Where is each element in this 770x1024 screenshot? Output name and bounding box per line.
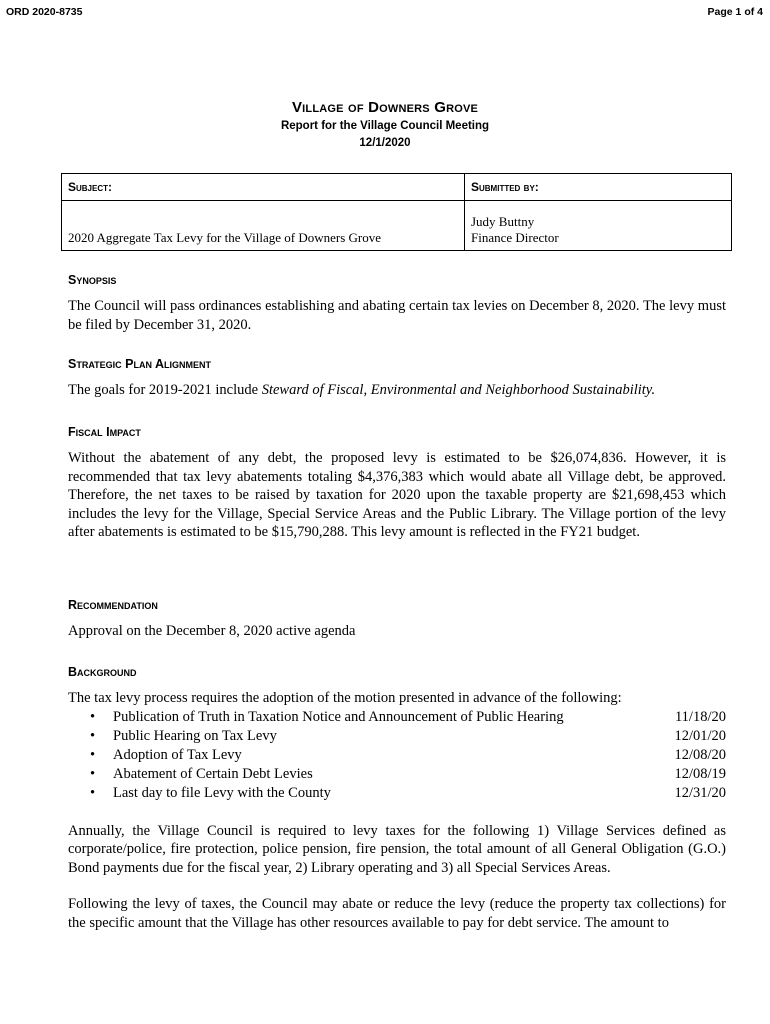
bullet-icon: •: [89, 708, 96, 725]
subject-table: [61, 173, 732, 251]
fiscal-impact-section: [68, 425, 726, 542]
subject-table-header-row: [62, 174, 732, 201]
strategic-plan-heading: Strategic Plan Alignment: [68, 357, 212, 371]
list-item-date: 11/18/20: [674, 708, 726, 725]
bullet-icon: •: [89, 784, 96, 801]
synopsis-text: The Council will pass ordinances establishing and abating certain tax levies on December 8, 2020. The levy must be filed by December 31, 2020.: [68, 298, 726, 333]
list-item-date: 12/08/20: [674, 746, 726, 763]
bullet-icon: •: [89, 746, 96, 763]
subject-label: Subject:: [62, 174, 465, 201]
list-item-date: 12/08/19: [674, 765, 726, 782]
subject-value: 2020 Aggregate Tax Levy for the Village of Downers Grove: [62, 201, 465, 251]
fiscal-impact-text: Without the abatement of any debt, the proposed levy is estimated to be $26,074,836. However, it is recommended that tax levy abatements totaling $4,376,383 which would abate all Village debt, be approved. Therefore, the net taxes to be raised by taxation for 2020 upon the taxable property are $21,698,453 which includes the levy for the Village, Special Service Areas and the Public Library. The Village portion of the levy after abatements is estimated to be $15,790,288. This levy amount is reflected in the FY21 budget.: [68, 450, 726, 540]
submitted-by-label: Submitted by:: [465, 174, 732, 201]
village-title: Village of Downers Grove: [291, 99, 479, 116]
list-item-date: 12/01/20: [674, 727, 726, 744]
document-title-block: [0, 99, 770, 149]
synopsis-section: [68, 273, 726, 334]
list-item-text: Abatement of Certain Debt Levies: [113, 765, 313, 782]
list-item: [68, 746, 726, 765]
recommendation-section: [68, 598, 726, 641]
list-item-text: Last day to file Levy with the County: [113, 784, 331, 801]
submitter-title: Finance Director: [471, 230, 559, 245]
ordinance-number: ORD 2020-8735: [6, 6, 83, 18]
background-section: [68, 665, 726, 932]
bullet-icon: •: [89, 765, 96, 782]
submitter-name: Judy Buttny: [471, 214, 535, 229]
list-item: [68, 727, 726, 746]
strategic-plan-goal: Steward of Fiscal, Environmental and Neighborhood Sustainability.: [261, 382, 656, 398]
strategic-plan-prefix: The goals for 2019-2021 include: [68, 382, 262, 398]
recommendation-text: Approval on the December 8, 2020 active agenda: [68, 623, 356, 639]
submitter-cell: [465, 201, 732, 251]
list-item-date: 12/31/20: [674, 784, 726, 801]
bullet-icon: •: [89, 727, 96, 744]
page-number: Page 1 of 4: [707, 6, 763, 18]
recommendation-heading: Recommendation: [68, 598, 158, 612]
strategic-plan-section: [68, 357, 726, 400]
levy-process-list: [68, 708, 726, 803]
background-intro: The tax levy process requires the adoption of the motion presented in advance of the following:: [68, 690, 622, 706]
meeting-date: 12/1/2020: [359, 137, 411, 149]
report-subtitle: Report for the Village Council Meeting: [280, 120, 490, 132]
background-paragraph-1: Annually, the Village Council is required to levy taxes for the following 1) Village Services defined as corporate/police, fire protection, police pension, fire pension, the total amount of all General Obligation (G.O.) Bond payments due for the fiscal year, 2) Library operating and 3) all Special Services Areas.: [68, 822, 726, 876]
subject-table-value-row: [62, 201, 732, 251]
strategic-plan-text: [68, 381, 726, 400]
fiscal-impact-heading: Fiscal Impact: [68, 425, 141, 439]
list-item: [68, 708, 726, 727]
list-item-text: Public Hearing on Tax Levy: [113, 727, 277, 744]
synopsis-heading: Synopsis: [68, 273, 117, 287]
list-item-text: Adoption of Tax Levy: [113, 746, 242, 763]
list-item: [68, 784, 726, 803]
background-paragraph-2: Following the levy of taxes, the Council may abate or reduce the levy (reduce the property tax collections) for the specific amount that the Village has other resources available to pay for debt service. The amount to: [68, 896, 726, 931]
list-item-text: Publication of Truth in Taxation Notice and Announcement of Public Hearing: [113, 708, 564, 725]
list-item: [68, 765, 726, 784]
background-heading: Background: [68, 665, 137, 679]
